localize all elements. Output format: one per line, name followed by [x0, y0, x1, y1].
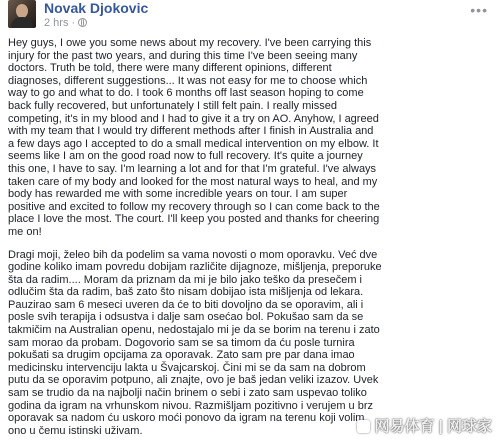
- post-text-line: taken care of my body and looked for the most natural ways to heal, and my: [8, 175, 378, 188]
- post-text-line: diagnoses, different suggestions... It was not easy for me to choose which: [8, 74, 368, 87]
- watermark: [357, 415, 492, 436]
- post-text-line: positive and excited to follow my recovery through so I can come back to the: [8, 200, 380, 213]
- post-text-line: posle svih terapija i odsustva i dalje sam osećao bol. Pokušao sam da se: [8, 311, 364, 324]
- post-text-line: sam morao da probam. Dogovorio sam se sa timom da ću posle turnira: [8, 336, 355, 349]
- post-text-line: this one, I have to say. I'm learning a lot and for that I'm grateful. I've always: [8, 162, 377, 175]
- post-text-line: oporavak sa nadom ću uskoro moći ponovo da igram na terenu koji volim: [8, 412, 365, 425]
- watermark-text: 网易体育 | 网球家: [374, 418, 492, 435]
- post-text-line: competing, it's in my blood and I had to give it a try on AO. Anyhow, I agreed: [8, 112, 379, 125]
- post-text-line: šta da radim.... Moram da priznam da mi je bilo jako teško da presečem i: [8, 273, 362, 286]
- post-text-line: putu da se oporavim potpuno, ali znajte, ovo je baš jedan veliki izazov. Uvek: [8, 374, 379, 387]
- author-name[interactable]: Novak Djokovic: [44, 0, 149, 16]
- post-text-line: godina da igram na vrhunskom nivou. Razmišljam pozitivno i verujem u brz: [8, 399, 373, 412]
- post-text-line: place I love the most. The court. I'll keep you posted and thanks for cheering: [8, 213, 380, 226]
- avatar-shoulders: [11, 17, 33, 28]
- post-paragraph-english: [8, 37, 496, 239]
- avatar-face: [16, 4, 28, 18]
- post-text-line: ono u čemu istinski uživam.: [8, 424, 143, 437]
- post-options-button[interactable]: •••: [470, 2, 488, 18]
- watermark-logo-icon: [357, 420, 370, 433]
- post-text-line: Dragi moji, želeo bih da podelim sa vama novosti o mom oporavku. Već dve: [8, 248, 378, 261]
- post-text-line: pokušati sa drugim opcijama za oporavak. Zato sam pre par dana imao: [8, 349, 355, 362]
- post-text-line: back fully recovered, but unfortunately I still felt pain. I really missed: [8, 99, 337, 112]
- post-text-line: injury for the past two years, and during this time I've been seeing many: [8, 49, 358, 62]
- post-text-line: Hey guys, I owe you some news about my recovery. I've been carrying this: [8, 37, 372, 49]
- post-text-line: takmičim na Australian openu, nedostajalo mi je da se borim na terenu i zato: [8, 324, 380, 337]
- post-paragraph-serbian: [8, 249, 496, 438]
- post-text-line: with my team that I would try different methods after I finish in Australia and: [8, 125, 374, 138]
- post-text-line: a few days ago I accepted to do a small medical intervention on my elbow. It: [8, 137, 379, 150]
- post-text-line: body has rewarded me with some incredible years on tour. I am super: [8, 188, 348, 201]
- globe-icon: [78, 18, 87, 27]
- post-text-line: medicinsku intervenciju lakta u Švajcarskoj. Čini mi se da sam na dobrom: [8, 361, 366, 374]
- post-text-line: Pauzirao sam 6 meseci uveren da će to biti dovoljno da se oporavim, ali i: [8, 298, 364, 311]
- post-text-line: doctors. Truth be told, there were many different opinions, different: [8, 62, 332, 75]
- post-meta: [44, 17, 87, 29]
- avatar[interactable]: [8, 0, 36, 28]
- post-text-line: sam se trudio da na najbolji način brinem o sebi i zato sam uspevao toliko: [8, 387, 367, 400]
- post-text-line: godine koliko imam povredu dobijam različite dijagnoze, mišljenja, preporuke: [8, 261, 382, 274]
- post-timestamp[interactable]: 2 hrs: [44, 17, 69, 29]
- meta-separator: ·: [71, 17, 76, 29]
- post-text-line: seems like I am on the good road now to full recovery. It's quite a journey: [8, 150, 363, 163]
- post-text-line: odlučim šta da radim, baš zato što nisam dobijao ista mišljenja od lekara.: [8, 286, 364, 299]
- post-body: [8, 37, 496, 440]
- post-text-line: me on!: [8, 225, 42, 238]
- post-text-line: way to go and what to do. I took 6 months off last season hoping to come: [8, 87, 364, 100]
